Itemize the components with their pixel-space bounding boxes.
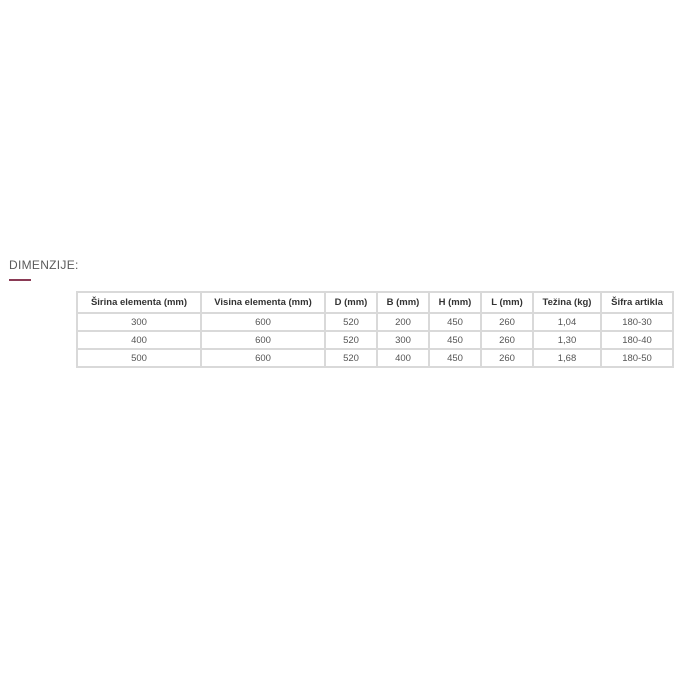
header-d: D (mm): [325, 292, 377, 313]
table-row: [77, 313, 673, 331]
cell-article-code: 180-50: [601, 349, 673, 367]
table-row: [77, 349, 673, 367]
header-b: B (mm): [377, 292, 429, 313]
cell-h: 450: [429, 331, 481, 349]
cell-height: 600: [201, 313, 325, 331]
cell-h: 450: [429, 349, 481, 367]
dimensions-section: [9, 257, 689, 281]
cell-width: 400: [77, 331, 201, 349]
cell-d: 520: [325, 331, 377, 349]
cell-b: 200: [377, 313, 429, 331]
header-h: H (mm): [429, 292, 481, 313]
cell-d: 520: [325, 349, 377, 367]
cell-h: 450: [429, 313, 481, 331]
cell-article-code: 180-30: [601, 313, 673, 331]
cell-weight: 1,30: [533, 331, 601, 349]
header-article-code: Šifra artikla: [601, 292, 673, 313]
cell-weight: 1,68: [533, 349, 601, 367]
cell-article-code: 180-40: [601, 331, 673, 349]
dimensions-table: [76, 291, 674, 368]
cell-width: 300: [77, 313, 201, 331]
table-header-row: [77, 292, 673, 313]
section-heading: DIMENZIJE:: [9, 258, 79, 272]
cell-l: 260: [481, 349, 533, 367]
heading-underline: [9, 279, 31, 281]
header-width: Širina elementa (mm): [77, 292, 201, 313]
cell-height: 600: [201, 349, 325, 367]
cell-b: 300: [377, 331, 429, 349]
cell-weight: 1,04: [533, 313, 601, 331]
cell-width: 500: [77, 349, 201, 367]
cell-l: 260: [481, 331, 533, 349]
header-l: L (mm): [481, 292, 533, 313]
cell-d: 520: [325, 313, 377, 331]
header-height: Visina elementa (mm): [201, 292, 325, 313]
cell-height: 600: [201, 331, 325, 349]
cell-l: 260: [481, 313, 533, 331]
header-weight: Težina (kg): [533, 292, 601, 313]
cell-b: 400: [377, 349, 429, 367]
table-row: [77, 331, 673, 349]
